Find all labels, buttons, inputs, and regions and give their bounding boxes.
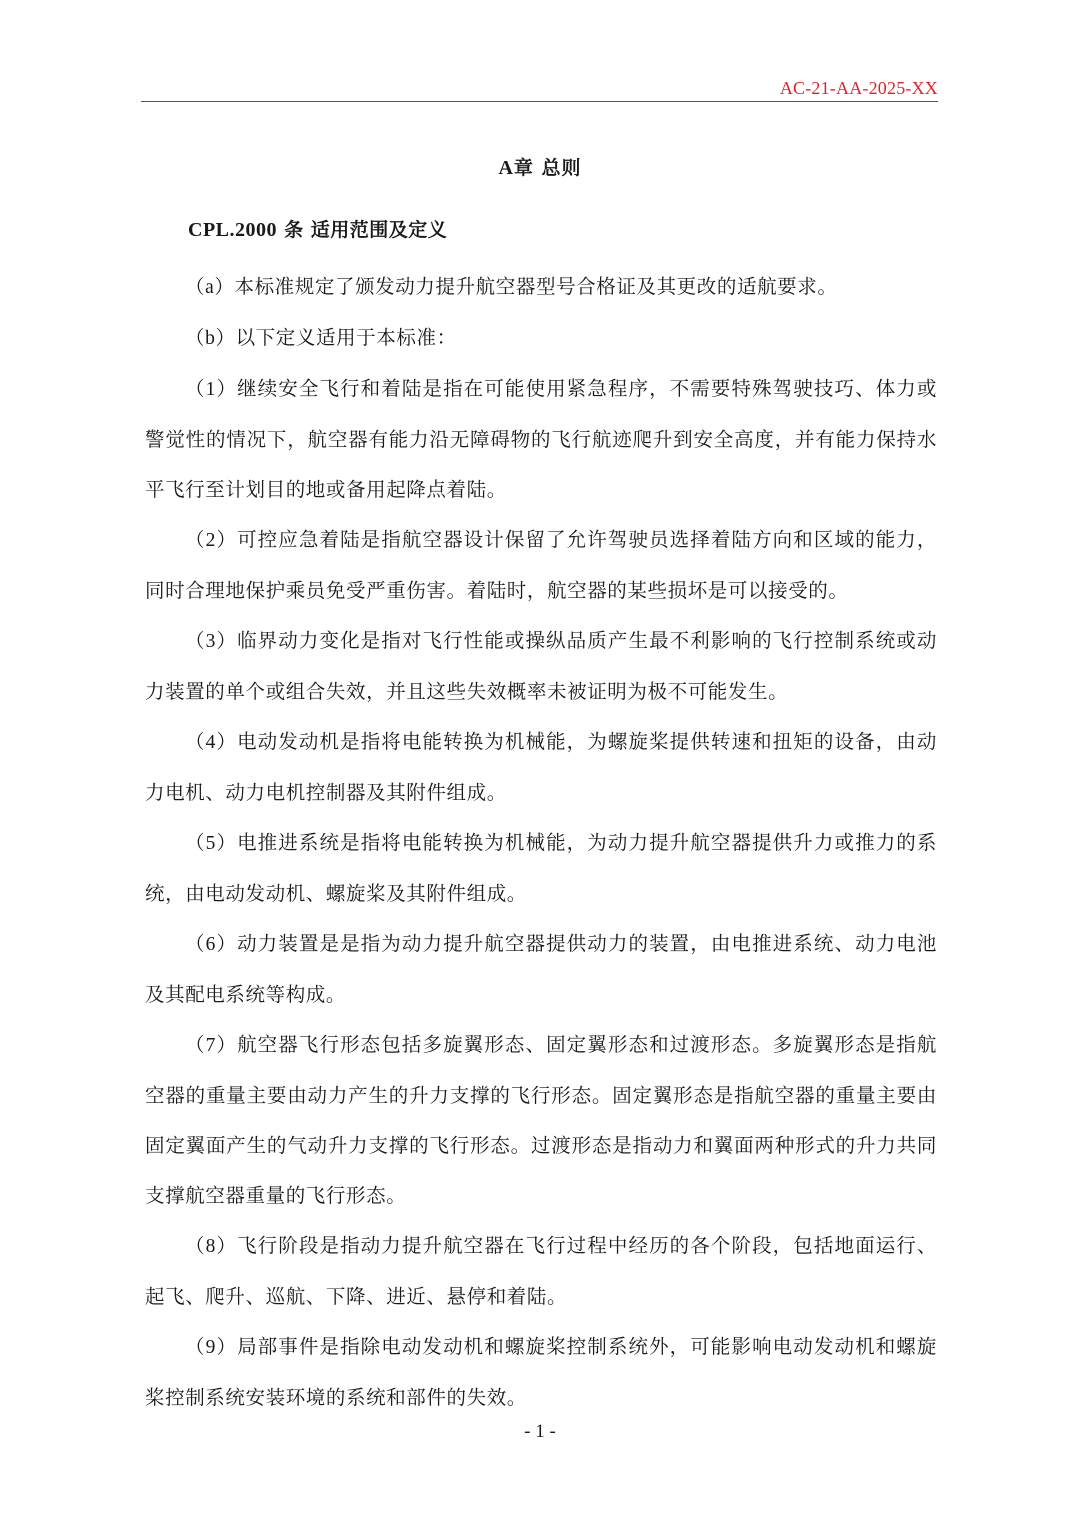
section-title: [188, 215, 447, 242]
definition-9: [145, 1322, 937, 1423]
paragraph-label: （a）: [185, 277, 235, 298]
definition-4: [145, 717, 937, 818]
paragraph-text: 电动发动机是指将电能转换为机械能，为螺旋桨提供转速和扭矩的设备，由动力电机、动力电机控制器及其附件组成。: [145, 730, 937, 804]
definition-2: [145, 515, 937, 616]
paragraph-text: 动力装置是是指为动力提升航空器提供动力的装置，由电推进系统、动力电池及其配电系统等构成。: [145, 932, 937, 1006]
chapter-prefix: A: [498, 157, 514, 179]
paragraph-text: 可控应急着陆是指航空器设计保留了允许驾驶员选择着陆方向和区域的能力，同时合理地保护乘员免受严重伤害。着陆时，航空器的某些损坏是可以接受的。: [145, 528, 937, 602]
paragraph-label: （8）: [185, 1236, 238, 1257]
section-name: 条 适用范围及定义: [277, 219, 448, 241]
paragraph-text: 电推进系统是指将电能转换为机械能，为动力提升航空器提供升力或推力的系统，由电动发动机、螺旋桨及其附件组成。: [145, 831, 937, 905]
paragraph-b: [145, 313, 937, 364]
paragraph-label: （6）: [185, 934, 238, 955]
paragraph-text: 飞行阶段是指动力提升航空器在飞行过程中经历的各个阶段，包括地面运行、起飞、爬升、巡航、下降、进近、悬停和着陆。: [145, 1234, 937, 1308]
section-number: CPL.2000: [188, 219, 277, 241]
paragraph-label: （3）: [185, 631, 238, 652]
paragraph-text: 本标准规定了颁发动力提升航空器型号合格证及其更改的适航要求。: [234, 275, 838, 298]
paragraph-label: （9）: [185, 1337, 238, 1358]
chapter-title: [0, 153, 1080, 180]
page-number: - 1 -: [524, 1421, 556, 1442]
paragraph-label: （4）: [185, 732, 238, 753]
paragraph-text: 以下定义适用于本标准：: [235, 326, 457, 349]
paragraph-label: （5）: [185, 833, 238, 854]
document-body: [145, 262, 937, 1423]
definition-6: [145, 919, 937, 1020]
paragraph-label: （b）: [185, 328, 236, 349]
definition-1: [145, 364, 937, 515]
paragraph-text: 继续安全飞行和着陆是指在可能使用紧急程序，不需要特殊驾驶技巧、体力或警觉性的情况下，航空器有能力沿无障碍物的飞行航迹爬升到安全高度，并有能力保持水平飞行至计划目的地或备用起降点着陆。: [145, 377, 937, 501]
paragraph-text: 临界动力变化是指对飞行性能或操纵品质产生最不利影响的飞行控制系统或动力装置的单个或组合失效，并且这些失效概率未被证明为极不可能发生。: [145, 629, 937, 703]
paragraph-label: （7）: [185, 1035, 238, 1056]
paragraph-text: 航空器飞行形态包括多旋翼形态、固定翼形态和过渡形态。多旋翼形态是指航空器的重量主要由动力产生的升力支撑的飞行形态。固定翼形态是指航空器的重量主要由固定翼面产生的气动升力支撑的飞行形态。过渡形态是指动力和翼面两种形式的升力共同支撑航空器重量的飞行形态。: [145, 1033, 937, 1207]
definition-3: [145, 616, 937, 717]
page-header: [141, 76, 938, 102]
definition-7: [145, 1020, 937, 1221]
definition-8: [145, 1221, 937, 1322]
paragraph-a: [145, 262, 937, 313]
document-code: AC-21-AA-2025-XX: [779, 78, 938, 98]
definition-5: [145, 818, 937, 919]
paragraph-text: 局部事件是指除电动发动机和螺旋桨控制系统外，可能影响电动发动机和螺旋桨控制系统安装环境的系统和部件的失效。: [145, 1335, 937, 1409]
paragraph-label: （2）: [185, 530, 238, 551]
paragraph-label: （1）: [185, 379, 238, 400]
chapter-name: 章 总则: [513, 157, 582, 179]
